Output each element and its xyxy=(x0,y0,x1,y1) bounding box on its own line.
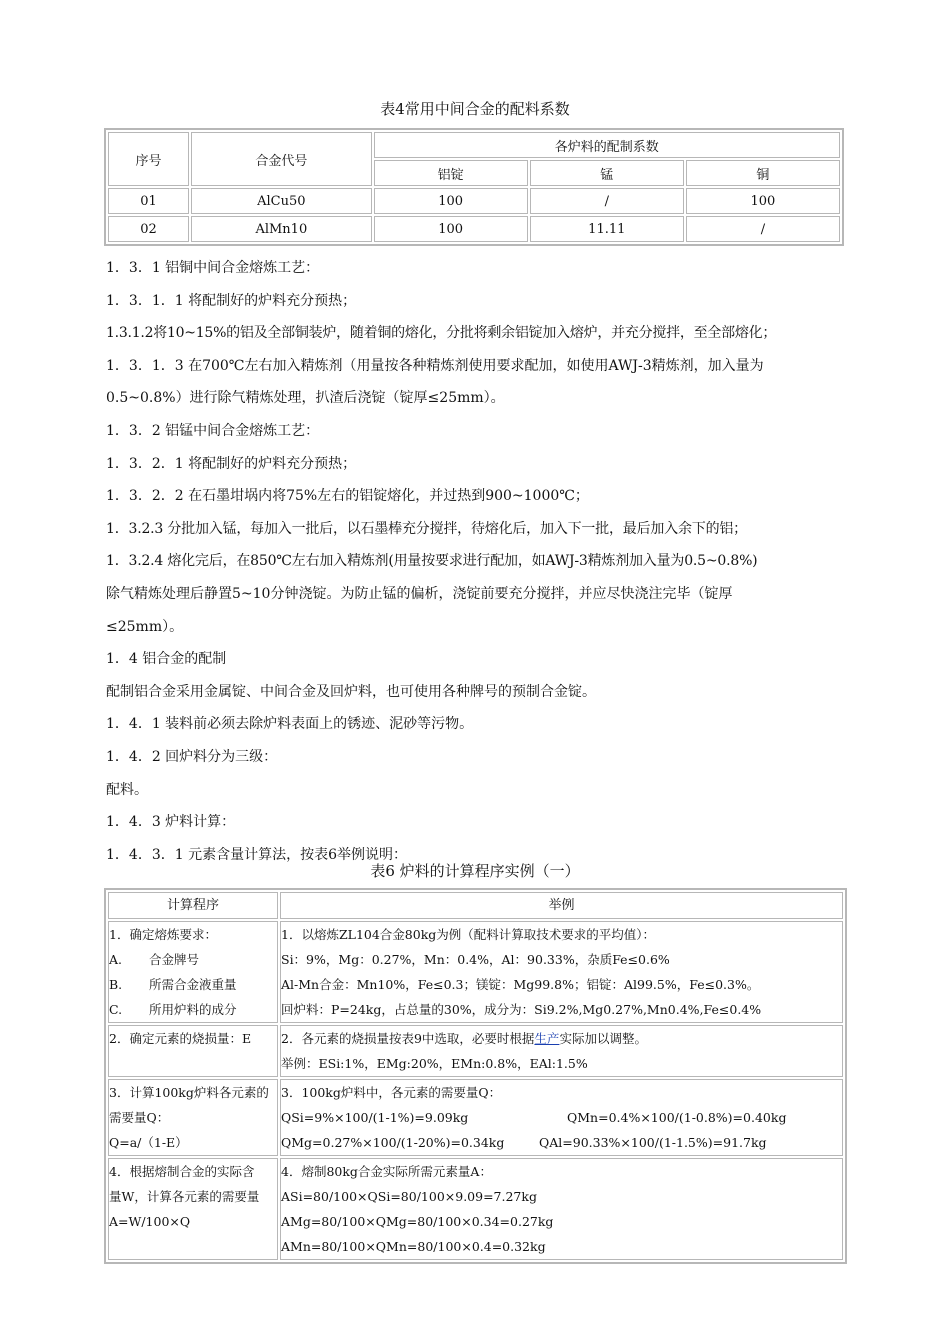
body-line: 1．3．2．1 将配制好的炉料充分预热； xyxy=(106,455,357,472)
body-line: 1．3．2．2 在石墨坩埚内将75%左右的铝锭熔化，并过热到900~1000℃； xyxy=(106,488,589,505)
body-line: 1．3.2.3 分批加入锰，每加入一批后，以石墨棒充分搅拌，待熔化后，加入下一批，最后加入余下的铝； xyxy=(106,520,747,537)
table4-cell: AlMn10 xyxy=(191,216,371,242)
body-line: ≤25mm）。 xyxy=(106,618,184,635)
table6-cell-left xyxy=(108,1079,278,1156)
table6-caption: 表6 炉料的计算程序实例（一） xyxy=(370,862,580,880)
table6-cell-left xyxy=(108,1158,278,1260)
table6-cell-right xyxy=(280,1025,843,1077)
body-line: 1．4．1 装料前必须去除炉料表面上的锈迹、泥砂等污物。 xyxy=(106,716,474,733)
cell-line: A=W/100×Q xyxy=(109,1214,191,1229)
body-line: 1．3．1．3 在700℃左右加入精炼剂（用量按各种精炼剂使用要求配加，如使用AWJ-3精炼剂，加入量为 xyxy=(106,357,764,374)
cell-line: 3．计算100kg炉料各元素的 xyxy=(109,1085,269,1100)
table6-cell-left xyxy=(108,1025,278,1077)
cell-line: Q=a/（1-E） xyxy=(109,1135,188,1150)
cell-line: 3．100kg炉料中，各元素的需要量Q： xyxy=(281,1085,502,1100)
table4-head-col: 铜 xyxy=(686,160,840,186)
body-line: 1．3．1．1 将配制好的炉料充分预热； xyxy=(106,292,357,309)
table4 xyxy=(104,128,844,246)
table4-cell: / xyxy=(686,216,840,242)
body-line: 1．3．2 铝锰中间合金熔炼工艺： xyxy=(106,422,320,439)
cell-line: 举例：ESi:1%，EMg:20%，EMn:0.8%，EAl:1.5% xyxy=(281,1056,588,1071)
body-line: 1．4 铝合金的配制 xyxy=(106,651,227,668)
cell-line: AMn=80/100×QMn=80/100×0.4=0.32kg xyxy=(281,1239,546,1254)
table6-cell-right xyxy=(280,921,843,1023)
cell-line: A. 合金牌号 xyxy=(109,947,277,972)
table4-head-group: 各炉料的配制系数 xyxy=(374,132,840,158)
table4-head-code: 合金代号 xyxy=(191,132,371,186)
table-row xyxy=(108,1079,843,1156)
list-marker: A. xyxy=(109,952,123,967)
table4-cell: 100 xyxy=(374,216,528,242)
list-marker: C. xyxy=(109,1002,123,1017)
cell-line: 4．熔制80kg合金实际所需元素量A： xyxy=(281,1164,492,1179)
table4-head-col: 铝锭 xyxy=(374,160,528,186)
production-link[interactable]: 生产 xyxy=(534,1031,560,1046)
table-row xyxy=(108,1158,843,1260)
table4-cell: 01 xyxy=(108,188,189,214)
table-row xyxy=(108,216,840,242)
cell-line: 量W，计算各元素的需要量 xyxy=(109,1189,260,1204)
cell-line: 回炉料：P=24kg，占总量的30%，成分为：Si9.2%,Mg0.27%,Mn0.4%,Fe≤0.4% xyxy=(281,1002,762,1017)
body-line: 1．4．3．1 元素含量计算法，按表6举例说明： xyxy=(106,846,407,863)
cell-line: 2．确定元素的烧损量：E xyxy=(109,1031,252,1046)
table4-head-col: 锰 xyxy=(530,160,684,186)
table6-head-right: 举例 xyxy=(280,892,843,919)
table6-cell-right xyxy=(280,1158,843,1260)
table6-cell-left xyxy=(108,921,278,1023)
table-row xyxy=(108,1025,843,1077)
body-line: 配料。 xyxy=(106,781,148,798)
body-line: 1.3.1.2将10~15%的铝及全部铜装炉，随着铜的熔化，分批将剩余铝锭加入熔炉，并充分搅拌，至全部熔化； xyxy=(106,325,777,342)
body-text xyxy=(106,252,856,871)
cell-line: AMg=80/100×QMg=80/100×0.34=0.27kg xyxy=(281,1214,554,1229)
table-row xyxy=(108,188,840,214)
cell-line: QSi=9%×100/(1-1%)=9.09kg QMn=0.4%×100/(1-0.8%)=0.40kg xyxy=(281,1110,787,1125)
body-line: 除气精炼处理后静置5~10分钟浇锭。为防止锰的偏析，浇锭前要充分搅拌，并应尽快浇注完毕（锭厚 xyxy=(106,585,733,602)
body-line: 1．3.2.4 熔化完后，在850℃左右加入精炼剂(用量按要求进行配加，如AWJ-3精炼剂加入量为0.5~0.8%) xyxy=(106,553,758,570)
body-line: 1．4．2 回炉料分为三级： xyxy=(106,748,278,765)
cell-line: 4．根据熔制合金的实际含 xyxy=(109,1164,255,1179)
table4-cell: / xyxy=(530,188,684,214)
table4-cell: 100 xyxy=(686,188,840,214)
cell-line: Al-Mn合金：Mn10%，Fe≤0.3；镁锭：Mg99.8%；铝锭：Al99.5%，Fe≤0.3%。 xyxy=(281,977,760,992)
body-line: 1．4．3 炉料计算： xyxy=(106,814,236,831)
body-line: 配制铝合金采用金属锭、中间合金及回炉料，也可使用各种牌号的预制合金锭。 xyxy=(106,683,596,700)
table6 xyxy=(104,888,847,1264)
cell-line: ASi=80/100×QSi=80/100×9.09=7.27kg xyxy=(281,1189,537,1204)
cell-line: C. 所用炉料的成分 xyxy=(109,997,277,1022)
cell-line: 需要量Q： xyxy=(109,1110,170,1125)
cell-line: B. 所需合金液重量 xyxy=(109,972,277,997)
table4-cell: 11.11 xyxy=(530,216,684,242)
cell-line: 2．各元素的烧损量按表9中选取，必要时根据生产实际加以调整。 xyxy=(281,1031,647,1046)
table4-caption: 表4常用中间合金的配料系数 xyxy=(380,100,570,118)
cell-line: Si：9%，Mg：0.27%，Mn：0.4%，Al：90.33%，杂质Fe≤0.6% xyxy=(281,952,670,967)
cell-line: 1．以熔炼ZL104合金80kg为例（配料计算取技术要求的平均值）： xyxy=(281,927,656,942)
cell-line: QMg=0.27%×100/(1-20%)=0.34kg QAl=90.33%×100/(1-1.5%)=91.7kg xyxy=(281,1135,767,1150)
body-line: 0.5~0.8%）进行除气精炼处理，扒渣后浇锭（锭厚≤25mm）。 xyxy=(106,390,505,407)
table4-cell: 100 xyxy=(374,188,528,214)
table4-cell: AlCu50 xyxy=(191,188,371,214)
cell-line: 1．确定熔炼要求： xyxy=(109,927,217,942)
table4-cell: 02 xyxy=(108,216,189,242)
table6-head-left: 计算程序 xyxy=(108,892,278,919)
list-marker: B. xyxy=(109,977,123,992)
table-row xyxy=(108,921,843,1023)
table4-head-seq: 序号 xyxy=(108,132,189,186)
body-line: 1．3．1 铝铜中间合金熔炼工艺： xyxy=(106,260,320,276)
table6-cell-right xyxy=(280,1079,843,1156)
